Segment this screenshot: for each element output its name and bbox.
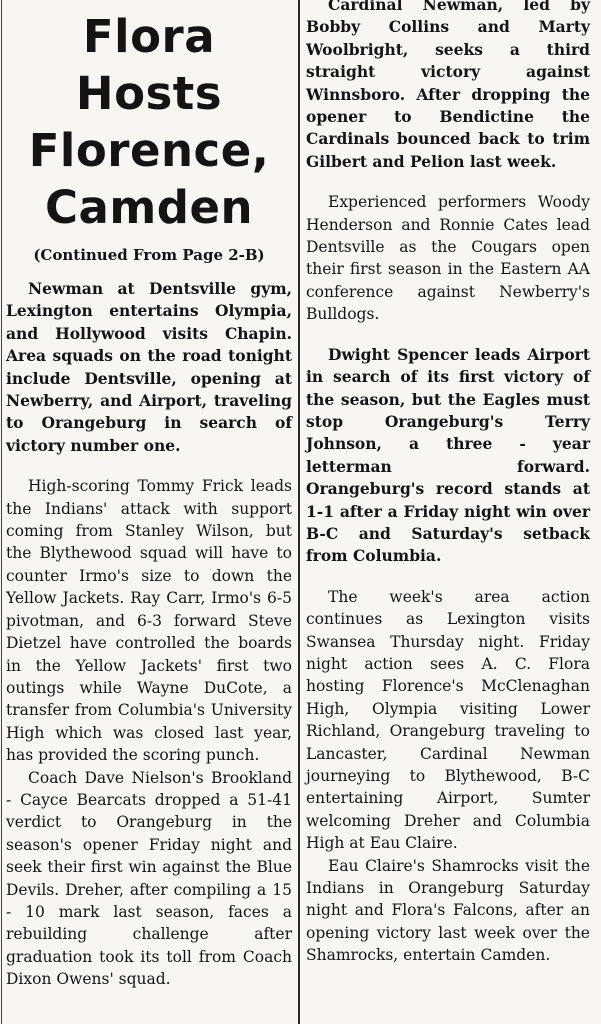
left-column [6, 0, 292, 1024]
column-divider [298, 0, 300, 1024]
headline-line: Camden [44, 181, 254, 234]
paragraph: Experienced performers Woody Henderson and Ronnie Cates lead Dentsville as the Cougars open their first season in the Eastern AA conference against Newberry's Bulldogs. [306, 193, 590, 324]
paragraph: Dwight Spencer leads Airport in search of its first victory of the season, but the Eagles must stop Orangeburg's Terry Johnson, a three - year letterman forward. Orangeburg's record stands at 1-1 after a Friday night win over B-C and Saturday's setback from Columbia. [306, 344, 590, 566]
paragraph: The week's area action continues as Lexington visits Swansea Thursday night. Friday night action sees A. C. Flora hosting Florence's McClenaghan High, Olympia visiting Lower Richland, Orangeburg traveling to Lancaster, Cardinal Newman journeying to Blythewood, B-C entertaining Airport, Sumter welcoming Dreher and Columbia High at Eau Claire. [306, 587, 590, 853]
headline-line: Florence, [28, 124, 270, 177]
paragraph: Coach Dave Nielson's Brookland - Cayce Bearcats dropped a 51-41 verdict to Orangeburg in the season's opener Friday night and seek their first win against the Blue Devils. Dreher, after compiling a 15 - 10 mark last season, faces a rebuilding challenge after graduation took its toll from Coach Dixon Owens' squad. [6, 768, 292, 989]
headline-line: Flora Hosts [75, 10, 223, 120]
paragraph-gap [306, 173, 590, 191]
continued-note: (Continued From Page 2-B) [33, 246, 265, 264]
paragraph-gap [306, 568, 590, 586]
paragraph: Newman at Dentsville gym, Lexington entertains Olympia, and Hollywood visits Chapin. Area squads on the road tonight include Dentsville, opening at Newberry, and Airport, traveling to Orangeburg in search of victory number one. [6, 279, 292, 455]
headline [6, 8, 292, 236]
paragraph-gap [306, 326, 590, 344]
left-border [1, 0, 2, 1024]
paragraph-gap [6, 457, 292, 475]
paragraph: High-scoring Tommy Frick leads the Indians' attack with support coming from Stanley Wilson, but the Blythewood squad will have to counter Irmo's size to down the Yellow Jackets. Ray Carr, Irmo's 6-5 pivotman, and 6-3 forward Steve Dietzel have controlled the boards in the Yellow Jackets' first two outings while Wayne DuCote, a transfer from Columbia's University High which was closed last year, has provided the scoring punch. [6, 477, 292, 765]
paragraph: Cardinal Newman, led by Bobby Collins and Marty Woolbright, seeks a third straight victory against Winnsboro. After dropping the opener to Bendictine the Cardinals bounced back to trim Gilbert and Pelion last week. [306, 0, 590, 171]
paragraph: Eau Claire's Shamrocks visit the Indians in Orangeburg Saturday night and Flora's Falcons, after an opening victory last week over the Shamrocks, entertain Camden. [306, 856, 590, 965]
right-column [306, 0, 590, 1024]
